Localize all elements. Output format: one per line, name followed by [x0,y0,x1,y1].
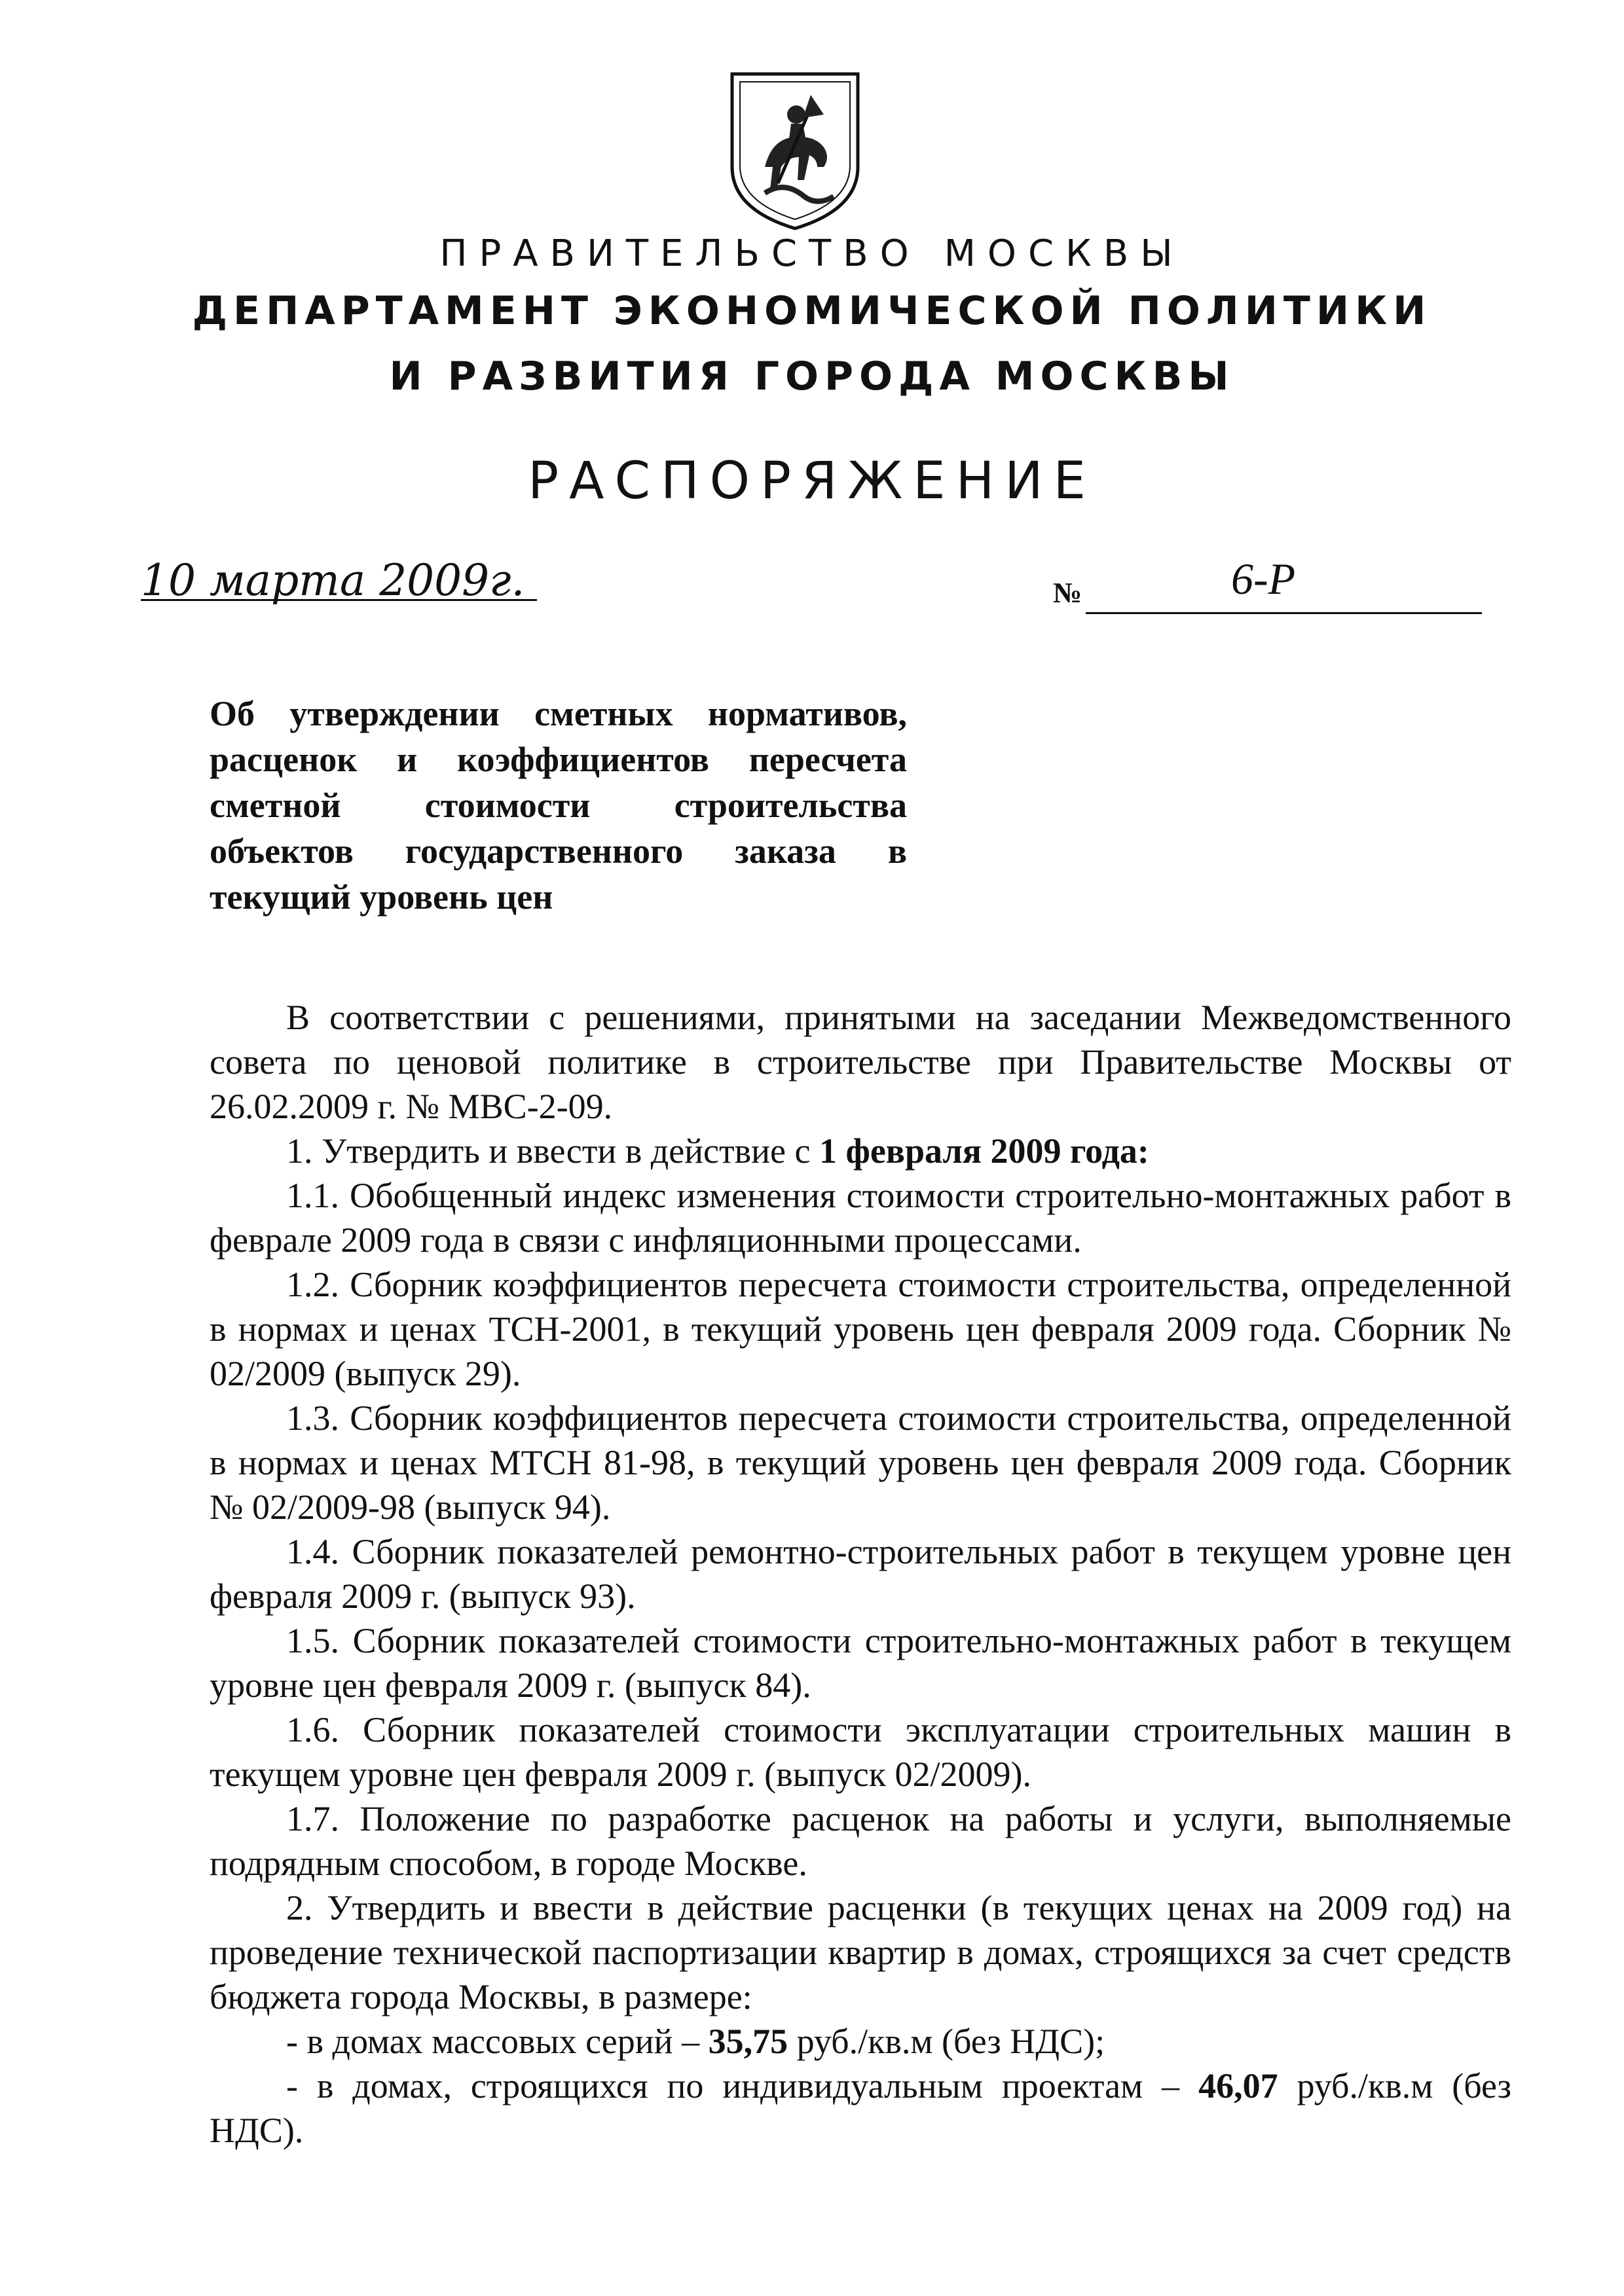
item-1-1: 1.1. Обобщенный индекс изменения стоимости строительно-монтажных работ в феврале 2009 года в связи с инфляционными процессами. [210,1176,1511,1260]
department-title-line2: И РАЗВИТИЯ ГОРОДА МОСКВЫ [389,354,1235,399]
rate-1-prefix: - в домах массовых серий – [286,2022,709,2061]
item-1-prefix: 1. Утвердить и ввести в действие с [286,1131,819,1171]
item-1-7: 1.7. Положение по разработке расценок на работы и услуги, выполняемые подрядным способом, в городе Москве. [210,1799,1511,1883]
handwritten-date: 10 марта 2009г. [141,555,525,606]
item-1-4: 1.4. Сборник показателей ремонтно-строительных работ в текущем уровне цен февраля 2009 г. (выпуск 93). [210,1532,1511,1616]
document-subject [210,691,907,920]
department-title-line1: ДЕПАРТАМЕНТ ЭКОНОМИЧЕСКОЙ ПОЛИТИКИ [192,288,1432,334]
rate-2-suffix: руб./кв.м (без НДС). [210,2066,1511,2150]
number-underline [1086,612,1482,614]
date-underline [141,599,537,601]
item-1-6: 1.6. Сборник показателей стоимости эксплуатации строительных машин в текущем уровне цен февраля 2009 г. (выпуск 02/2009). [210,1710,1511,1794]
rate-2-value: 46,07 [1198,2066,1278,2105]
item-1-date: 1 февраля 2009 года [819,1131,1137,1171]
handwritten-number: 6-Р [1231,554,1296,604]
number-label: № [1053,577,1082,609]
item-1-2: 1.2. Сборник коэффициентов пересчета стоимости строительства, определенной в нормах и ценах ТСН-2001, в текущий уровень цен февраля 2009 года. Сборник № 02/2009 (выпуск 29). [210,1265,1511,1393]
moscow-coat-of-arms-icon [726,69,864,234]
intro-paragraph: В соответствии с решениями, принятыми на заседании Межведомственного совета по ценовой политике в строительстве при Правительстве Москвы от 26.02.2009 г. № МВС-2-09. [210,998,1511,1126]
subject-text: Об утверждении сметных нормативов, расценок и коэффициентов пересчета сметной стоимости строительства объектов государственного заказа в текущий уровень цен [210,694,907,917]
rate-1-suffix: руб./кв.м (без НДС); [788,2022,1105,2061]
document-body [210,995,1511,2153]
government-title: ПРАВИТЕЛЬСТВО МОСКВЫ [439,232,1185,275]
item-2: 2. Утвердить и ввести в действие расценки (в текущих ценах на 2009 год) на проведение технической паспортизации квартир в домах, строящихся за счет средств бюджета города Москвы, в размере: [210,1888,1511,2016]
rate-1-value: 35,75 [708,2022,788,2061]
item-1-5: 1.5. Сборник показателей стоимости строительно-монтажных работ в текущем уровне цен февраля 2009 г. (выпуск 84). [210,1621,1511,1705]
rate-2-prefix: - в домах, строящихся по индивидуальным проектам – [286,2066,1199,2105]
document-type: РАСПОРЯЖЕНИЕ [528,452,1096,511]
rate-mass-series [210,2019,1511,2064]
item-1-suffix: : [1137,1131,1149,1171]
rate-individual-projects [210,2064,1511,2153]
item-1 [210,1129,1511,1173]
item-1-3: 1.3. Сборник коэффициентов пересчета стоимости строительства, определенной в нормах и ценах МТСН 81-98, в текущий уровень цен февраля 2009 года. Сборник № 02/2009-98 (выпуск 94). [210,1398,1511,1527]
